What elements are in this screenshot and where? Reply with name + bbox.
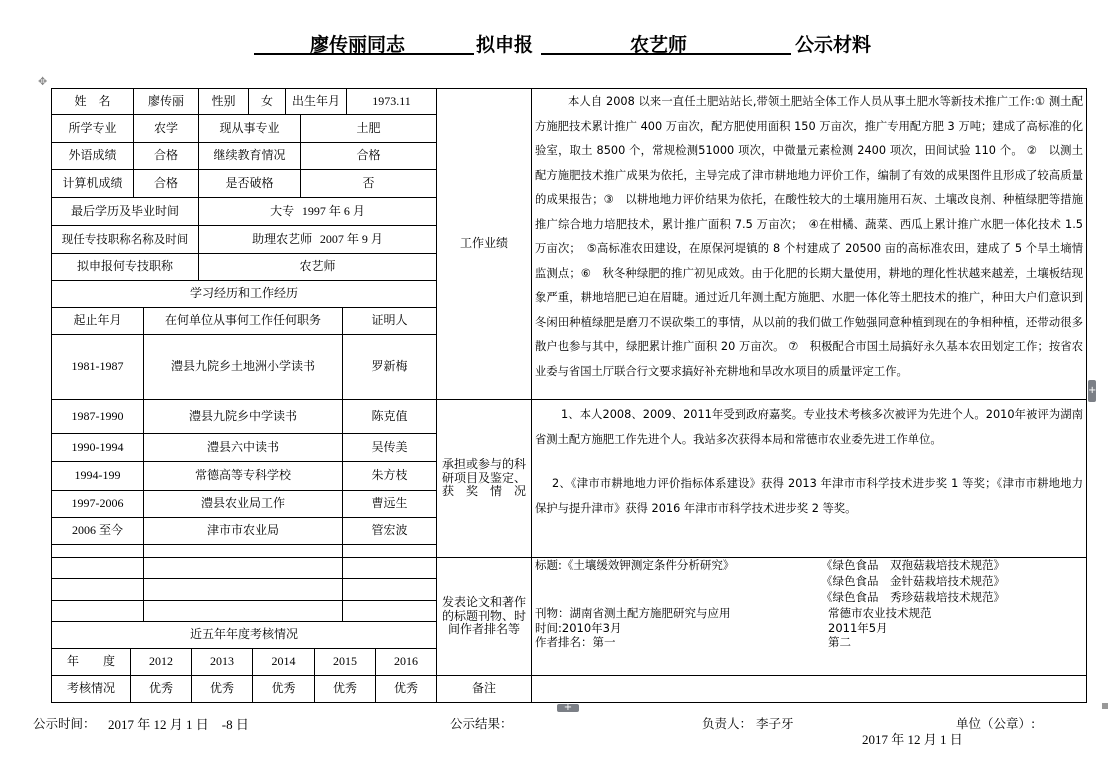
history-unit: 澧县六中读书 <box>143 433 343 462</box>
history-empty-cell <box>342 544 437 558</box>
history-empty-cell <box>342 600 437 622</box>
assessment-year: 2016 <box>375 648 437 676</box>
pub-left-journal: 刊物：湖南省测土配方施肥研究与应用 <box>535 606 731 620</box>
footer-date: 2017 年 12 月 1 日 <box>862 732 963 747</box>
current-title-value: 助理农艺师 <box>252 231 313 246</box>
title-name: 廖传丽同志 <box>310 34 406 56</box>
computer-value: 合格 <box>133 169 199 198</box>
assessment-year: 2012 <box>130 648 192 676</box>
resize-handle-icon[interactable] <box>1102 703 1108 709</box>
education-date: 1997 年 6 月 <box>301 203 365 218</box>
history-witness: 曹远生 <box>342 490 437 518</box>
history-header-period: 起止年月 <box>51 307 144 335</box>
computer-label: 计算机成绩 <box>51 169 134 198</box>
history-period: 1990-1994 <box>51 433 144 462</box>
apply-title-label: 拟申报何专技职称 <box>51 253 199 281</box>
pub-right-rank: 第二 <box>828 635 851 649</box>
title-apply: 拟申报 <box>476 34 534 56</box>
publications-label: 发表论文和著作的标题刊物、时间作者排名等 <box>436 557 532 676</box>
pub-left-title: 标题:《土壤缓效钾测定条件分析研究》 <box>535 558 735 572</box>
assessment-result: 优秀 <box>375 675 437 703</box>
exception-value: 否 <box>300 169 437 198</box>
move-handle-icon[interactable]: ✥ <box>38 75 48 88</box>
assessment-result: 优秀 <box>252 675 315 703</box>
history-empty-cell <box>143 557 343 579</box>
education-value: 大专 <box>270 203 295 218</box>
history-empty-cell <box>51 544 144 558</box>
pub-right-journal: 常德市农业技术规范 <box>828 606 932 620</box>
history-period: 2006 至今 <box>51 517 144 545</box>
birth-value: 1973.11 <box>346 88 437 115</box>
assessment-result: 优秀 <box>314 675 376 703</box>
apply-title-value: 农艺师 <box>198 253 437 281</box>
history-empty-cell <box>51 600 144 622</box>
name-label: 姓 名 <box>51 88 134 115</box>
assessment-year-label: 年 度 <box>51 648 131 676</box>
history-period: 1981-1987 <box>51 334 144 400</box>
history-witness: 罗新梅 <box>342 334 437 400</box>
pub-left-rank: 作者排名：第一 <box>535 635 616 649</box>
add-row-icon[interactable]: + <box>557 704 579 712</box>
footer-person-label: 负责人： <box>702 716 753 731</box>
document-title <box>0 30 1113 60</box>
assessment-result-label: 考核情况 <box>51 675 131 703</box>
history-witness: 朱方枝 <box>342 461 437 491</box>
current-title-date: 2007 年 9 月 <box>319 231 383 246</box>
foreign-value: 合格 <box>133 142 199 170</box>
history-empty-cell <box>51 557 144 579</box>
history-period: 1987-1990 <box>51 399 144 434</box>
remarks-label: 备注 <box>436 675 532 703</box>
history-empty-cell <box>51 578 144 601</box>
projects-para-2: 2、《津市市耕地地力评价指标体系建设》获得 2013 年津市市科学技术进步奖 1 等奖；《津市市耕地地力保护与提升津市》获得 2016 年津市市科学技术进步奖 2 等奖。 <box>535 477 1083 515</box>
projects-para-1: 1、本人2008、2009、2011年受到政府嘉奖。专业技术考核多次被评为先进个人。2010年被评为湖南省测土配方施肥工作先进个人。我站多次获得本局和常德市农业委先进工作单位。 <box>535 408 1083 446</box>
continuing-value: 合格 <box>300 142 437 170</box>
history-empty-cell <box>342 557 437 579</box>
history-unit: 澧县九院乡中学读书 <box>143 399 343 434</box>
foreign-label: 外语成绩 <box>51 142 134 170</box>
achievements-text: 本人自 2008 以来一直任土肥站站长,带领土肥站全体工作人员从事土肥水等新技术推广工作:① 测土配方施肥技术累计推广 400 万亩次，配方肥使用面积 150 万亩次，推广专用配方肥 3 万吨；建成了高标准的化验室，取土 8500 个，常规检测51000 项次，中微量元素检测 2400 项次，田间试验 110 个。 ② 以测土配方施肥技术推广成果为依托，主导完成了津市耕地地力评价工作，编制了有效的成果图件且形成了较高质量的成果报告；③ 以耕地地力评价结果为依托，在酸性较大的土壤用施用石灰、土壤改良剂、种植绿肥等措施推广综合地力培肥技术，累计推广面积 7.5 万亩次； ④在柑橘、蔬菜、西瓜上累计推广水肥一体化技术 1.5 万亩次； ⑤高标准农田建设，在原保河堤镇的 8 个村建成了 20500 亩的高标准农田，建成了 5 个旱土墒情监测点；⑥ 秋冬种绿肥的推广初见成效。由于化肥的长期大量使用，耕地的理化性状越来越差，土壤板结现象严重，耕地培肥已迫在眉睫。通过近几年测土配方施肥、水肥一体化等土肥技术的推广，种田大户们意识到冬闲田种植绿肥是磨刀不误砍柴工的事情，从以前的我们做工作勉强同意种植到现在的争相种植，还带动很多散户也参与其中，绿肥累计推广面积 20 万亩次。 ⑦ 积极配合市国土局搞好永久基本农田划定工作；按省农业委与省国土厅联合行文要求搞好补充耕地和旱改水项目的质量评定工作。 <box>535 95 1083 378</box>
current-major-label: 现从事专业 <box>198 114 301 143</box>
gender-label: 性别 <box>198 88 249 115</box>
pub-left-time: 时间:2010年3月 <box>535 621 622 635</box>
footer-person-value: 李子牙 <box>756 716 794 731</box>
footer-result-label: 公示结果： <box>450 716 513 731</box>
current-major-value: 土肥 <box>300 114 437 143</box>
history-empty-cell <box>143 578 343 601</box>
pub-right-time: 2011年5月 <box>828 621 888 635</box>
assessment-year: 2013 <box>191 648 253 676</box>
major-label: 所学专业 <box>51 114 134 143</box>
history-empty-cell <box>143 544 343 558</box>
current-title-label: 现任专技职称名称及时间 <box>51 225 199 254</box>
pub-right-title: 《绿色食品 秀珍菇栽培技术规范》 <box>821 590 1005 604</box>
footer-unit-label: 单位（公章）: <box>956 716 1036 731</box>
assessment-year: 2015 <box>314 648 376 676</box>
history-empty-cell <box>143 600 343 622</box>
pub-right-title: 《绿色食品 双孢菇栽培技术规范》 <box>821 558 1005 572</box>
continuing-label: 继续教育情况 <box>198 142 301 170</box>
footer-period-value: 2017 年 12 月 1 日 -8 日 <box>108 717 249 732</box>
birth-label: 出生年月 <box>285 88 347 115</box>
history-unit: 澧县九院乡土地洲小学读书 <box>143 334 343 400</box>
history-header-witness: 证明人 <box>342 307 437 335</box>
remarks-value[interactable] <box>531 675 1087 703</box>
assessment-result: 优秀 <box>130 675 192 703</box>
name-value: 廖传丽 <box>133 88 199 115</box>
exception-label: 是否破格 <box>198 169 301 198</box>
title-suffix: 公示材料 <box>795 34 872 56</box>
gender-value: 女 <box>248 88 286 115</box>
add-column-icon[interactable]: + <box>1088 380 1096 402</box>
title-position: 农艺师 <box>630 34 688 56</box>
achievements-label: 工作业绩 <box>436 88 532 400</box>
history-unit: 常德高等专科学校 <box>143 461 343 491</box>
history-unit: 澧县农业局工作 <box>143 490 343 518</box>
history-witness: 吴传美 <box>342 433 437 462</box>
history-period: 1997-2006 <box>51 490 144 518</box>
pub-right-title: 《绿色食品 金针菇栽培技术规范》 <box>821 574 1005 588</box>
education-label: 最后学历及毕业时间 <box>51 197 199 226</box>
history-witness: 管宏波 <box>342 517 437 545</box>
history-header-unit: 在何单位从事何工作任何职务 <box>143 307 343 335</box>
history-witness: 陈克值 <box>342 399 437 434</box>
footer-period-label: 公示时间： <box>33 716 96 731</box>
history-empty-cell <box>342 578 437 601</box>
history-unit: 津市市农业局 <box>143 517 343 545</box>
major-value: 农学 <box>133 114 199 143</box>
history-section-title: 学习经历和工作经历 <box>51 280 437 308</box>
assessment-result: 优秀 <box>191 675 253 703</box>
assessment-year: 2014 <box>252 648 315 676</box>
history-period: 1994-199 <box>51 461 144 491</box>
assessment-section-title: 近五年年度考核情况 <box>51 621 437 649</box>
projects-label: 承担或参与的科研项目及鉴定、获 奖 情 况 <box>436 399 532 558</box>
current-title-cell <box>198 225 437 254</box>
education-cell <box>198 197 437 226</box>
